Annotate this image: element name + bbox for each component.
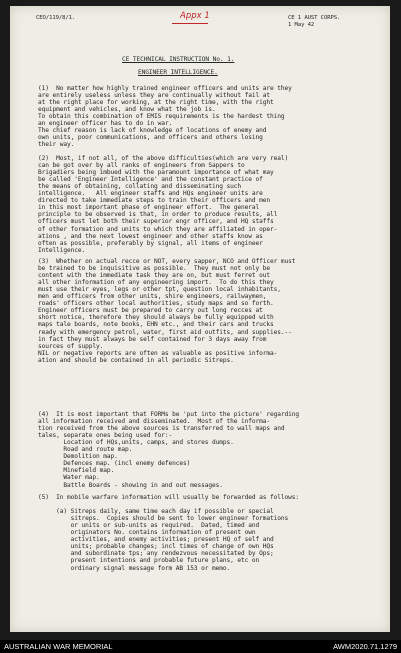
paragraph-3-line: NIL or negative reports are often as valuable as positive informa- [38, 349, 278, 357]
paragraph-4-line: Defences map. (incl enemy defences) [38, 460, 191, 468]
paragraph-2-line: Intelligence. [38, 246, 86, 254]
paragraph-1-line: (1) No matter how highly trained engineer officers and units are they [38, 85, 292, 92]
paragraph-4-line: Minefield map. [38, 467, 115, 475]
footer-accession-number: AWM2020.71.1279 [333, 642, 397, 651]
paragraph-3-line: ation and should be contained in all periodic Sitreps. [38, 356, 234, 364]
paragraph-2-line: intelligence. All engineer staffs and HQs engineer units are [38, 190, 263, 198]
paragraph-3-line: be trained to be inquisitive as possible. They must not only be [38, 265, 271, 273]
paragraph-2-line: directed to take immediate steps to train their officers and men [38, 197, 271, 205]
document-title: CE TECHNICAL INSTRUCTION No. 1. [122, 56, 235, 63]
paragraph-5-line: sitreps. Copies should be sent to lower engineer formations [38, 515, 289, 523]
paragraph-2-line: be called 'Engineer Intelligence' and the constant practice of [38, 176, 263, 184]
paragraph-4-line: Location of HQs,units, camps, and stores dumps. [38, 439, 234, 447]
paragraph-3-line: men and officers from other units, shire engineers, railwaymen, [38, 293, 267, 301]
handwritten-annotation: Appx 1 [180, 11, 210, 21]
paragraph-5-line: originators No. contains information of present own [38, 529, 256, 537]
paragraph-4-line: Demolition map. [38, 453, 118, 461]
paragraph-2-line: (2) Most, if not all, of the above difficulties(which are very real) [38, 155, 289, 162]
paragraph-3-line: content with the immediate task they are on, but must ferret out [38, 272, 271, 280]
paragraph-3-line: maps tale boards, note books, EHN etc., and their cars and trucks [38, 321, 274, 329]
paragraph-2-line: Brigadiers being imbued with the paramount importance of what may [38, 169, 274, 177]
paragraph-4-line: tales, separate ones being used for:- [38, 432, 173, 440]
paragraph-1-line: their way. [38, 141, 75, 149]
paragraph-1-line: an engineer officer has to do in war. [38, 120, 173, 128]
paragraph-5-line: present intentions and probable future plans, etc on [38, 557, 260, 565]
paragraph-5-line: and subordinate tps; any rendezvous necessitated by Ops; [38, 550, 274, 558]
paragraph-2-line: ations , and the next lowest engineer and other staffs know as [38, 232, 263, 240]
paragraph-4-line: all information received and disseminated. Most of the informa- [38, 418, 271, 426]
paragraph-2-line: the means of obtaining, collating and disseminating such [38, 183, 242, 191]
paragraph-1-line: are entirely useless unless they are continually without fail at [38, 92, 271, 100]
footer-source: AUSTRALIAN WAR MEMORIAL [4, 642, 113, 651]
paragraph-1-line: To obtain this combination of EMIS requirements is the hardest thing [38, 113, 285, 121]
paragraph-3-line: in fact they must always be self contained for 3 days away from [38, 335, 267, 343]
paragraph-2-line: in this most important phase of engineer effort. The general [38, 204, 260, 212]
paragraph-5-line: or units or sub-units as required. Dated, timed and [38, 522, 260, 530]
paragraph-2-line: of other formation and units to which they are affiliated in oper- [38, 225, 278, 233]
paragraph-3-line: all other information of any engineering import. To do this they [38, 279, 274, 287]
paragraph-1-line: The chief reason is lack of knowledge of locations of enemy and [38, 127, 267, 135]
paragraph-1-line: own units, poor communications, and officers and others losing [38, 134, 263, 142]
paragraph-4-line: Road and route map. [38, 446, 133, 454]
paragraph-4-line: Water map. [38, 474, 100, 482]
paragraph-3-line: must use their eyes, legs or other tpt, question local inhabitants, [38, 286, 281, 294]
paragraph-2-line: often as possible, preferably by signal, all items of engineer [38, 239, 263, 247]
paragraph-5-line: ordinary signal message form AB 153 or memo. [38, 564, 231, 572]
corps-heading: CE 1 AUST CORPS. [288, 15, 341, 21]
paragraph-3-line: (3) Whether on actual recce or NOT, every sapper, NCO and Officer must [38, 258, 296, 265]
paragraph-5-line: (5) In mobile warfare information will usually be forwarded as follows: [38, 494, 300, 501]
document-subtitle: ENGINEER INTELLIGENCE. [138, 69, 218, 76]
paragraph-2-line: principle to be observed is that, in order to produce results, all [38, 211, 278, 219]
paragraph-1-line: at the right place for working, at the right time, with the right [38, 99, 274, 107]
paragraph-2-line: officers must let both their superior engr officer, and HQ staffs [38, 218, 274, 226]
paragraph-2-line: can be got over by all ranks of engineers from Sappers to [38, 162, 245, 170]
paragraph-4-line: (4) It is most important that FORMs be 'put into the picture' regarding [38, 411, 300, 418]
file-reference: CEO/119/8/1. [36, 15, 76, 21]
paragraph-3-line: Engineer officers must be prepared to carry out long recces at [38, 307, 263, 315]
paragraph-3-line: sources of supply. [38, 342, 104, 350]
paragraph-5-line: units; probable changes; incl times of change of own HQs [38, 543, 274, 551]
paragraph-3-line: roads' officers other local authorities, study maps and so forth. [38, 300, 274, 308]
paragraph-3-line: short notice, therefore they should always be fully equipped with [38, 314, 274, 322]
paragraph-4-line: tion received from the above sources is transferred to wall maps and [38, 425, 285, 433]
paragraph-4-line: Battle Boards - showing in and out messages. [38, 481, 223, 489]
paragraph-5-line: (a) Sitreps daily, same time each day if possible or special [38, 508, 274, 516]
paragraph-1-line: equipment and vehicles, and know what the job is. [38, 106, 216, 114]
paragraph-3-line: ready with emergency petrol, water, first aid outfits, and supplies.-- [38, 328, 292, 336]
annotation-underline [172, 23, 208, 24]
document-date: 1 May 42 [288, 22, 315, 28]
paragraph-5-line: activities, and enemy activities; present HQ of self and [38, 536, 274, 544]
